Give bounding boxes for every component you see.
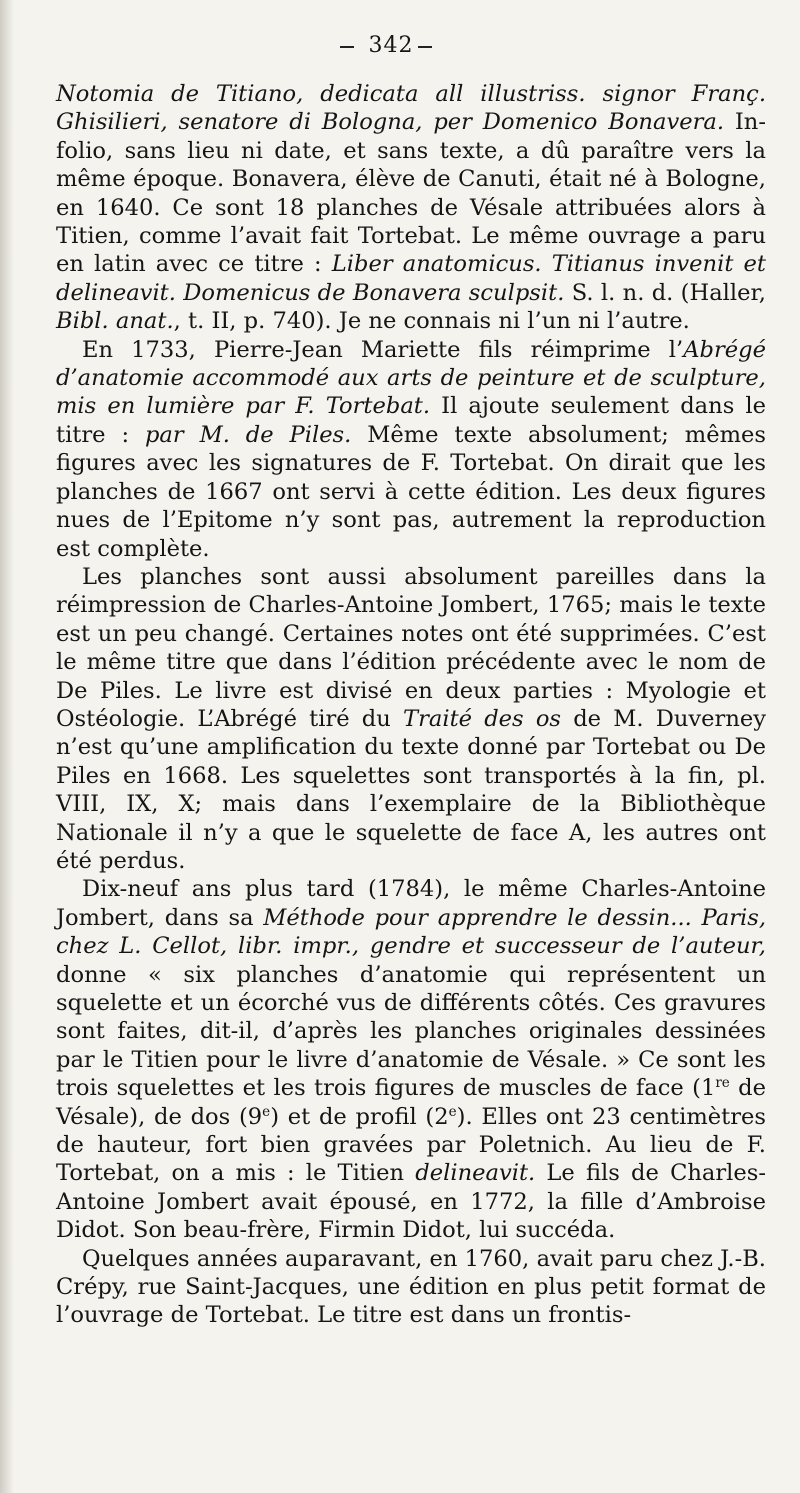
paragraph-p3: [56, 563, 766, 875]
italic-text: par M. de Piles.: [144, 421, 352, 448]
superscript: e: [262, 1103, 271, 1120]
italic-text: Méthode pour apprendre le dessin... Paris, chez L. Cellot, libr. impr., gendre et successeur de l’auteur,: [56, 904, 767, 960]
paragraph-p2: [56, 336, 766, 563]
text-run: , t. II, p. 740). Je ne connais ni l’un ni l’autre.: [173, 308, 690, 335]
paragraph-p1: [56, 80, 766, 336]
text-run: de M. Duverney n’est qu’une amplification du texte donné par Tortebat ou De Piles en 1668. Les squelettes sont transportés à la fin, pl. VIII, IX, X; mais dans l’exemplaire de la Bibliothèque Nationale il n’y a que le squelette de face A, les autres ont été perdus.: [56, 705, 767, 874]
italic-text: Notomia de Titiano, dedicata all illustriss. signor Franç. Ghisilieri, senatore di Bologna, per Domenico Bonavera.: [56, 81, 766, 136]
text-run: ). Elles ont 23 centimètres de hauteur, fort bien gravées par Poletnich. Au lieu de F. Tortebat, on a mis : le Titien: [56, 1103, 766, 1187]
text-run: S. l. n. d. (Haller,: [564, 279, 766, 306]
italic-text: delineavit.: [415, 1160, 536, 1187]
text-run: Il ajoute seulement dans le titre :: [56, 393, 766, 448]
paragraph-p5: [56, 1245, 766, 1330]
superscript: re: [715, 1075, 730, 1092]
italic-text: Liber anatomicus. Titianus invenit et delineavit. Domenicus de Bonavera sculpsit.: [56, 251, 766, 306]
italic-text: Bibl. anat.: [56, 308, 174, 335]
text-run: Quelques années auparavant, en 1760, avait paru chez J.-B. Crépy, rue Saint-Jacques, une édition en plus petit format de l’ouvrage de Tortebat. Le titre est dans un frontis-: [56, 1245, 766, 1329]
text-run: In-folio, sans lieu ni date, et sans texte, a dû paraître vers la même époque. Bonavera, élève de Canuti, était né à Bologne, en 1640. Ce sont 18 planches de Vésale attribuées alors à Titien, comme l’avait fait Tortebat. Le même ouvrage a paru en latin avec ce titre :: [56, 109, 766, 278]
italic-text: Abrégé d’anatomie accommodé aux arts de peinture et de sculpture, mis en lumière par F. Tortebat.: [56, 336, 766, 420]
italic-text: Traité des os: [403, 705, 562, 732]
text-run: Les planches sont aussi absolument pareilles dans la réimpression de Charles-Antoine Jombert, 1765; mais le texte est un peu changé. Certaines notes ont été supprimées. C’est le même titre que dans l’édition précédente avec le nom de De Piles. Le livre est divisé en deux parties : Myologie et Ostéologie. L’Abrégé tiré du: [56, 563, 766, 732]
text-run: Même texte absolument; mêmes figures avec les signatures de F. Tortebat. On dirait que les planches de 1667 ont servi à cette édition. Les deux figures nues de l’Epitome n’y sont pas, autrement la reproduction est complète.: [56, 421, 766, 562]
text-run: ) et de profil (2: [270, 1103, 449, 1130]
page-number: 342: [336, 32, 446, 60]
text-run: donne « six planches d’anatomie qui représentent un squelette et un écorché vus de différents côtés. Ces gravures sont faites, dit-il, d’après les planches originales dessinées par le Titien pour le livre d’anatomie de Vésale. » Ce sont les trois squelettes et les trois figures de muscles de face (1: [56, 961, 766, 1102]
superscript: e: [448, 1103, 457, 1120]
body-text: [56, 80, 766, 1330]
text-run: Dix-neuf ans plus tard (1784), le même Charles-Antoine Jombert, dans sa: [56, 876, 766, 931]
paragraph-p4: [56, 875, 766, 1244]
text-run: En 1733, Pierre-Jean Mariette fils réimprime l’: [81, 336, 684, 363]
text-run: de Vésale), de dos (9: [56, 1075, 766, 1130]
text-run: Le fils de Charles-Antoine Jombert avait épousé, en 1772, la fille d’Ambroise Didot. Son beau-frère, Firmin Didot, lui succéda.: [56, 1160, 766, 1244]
